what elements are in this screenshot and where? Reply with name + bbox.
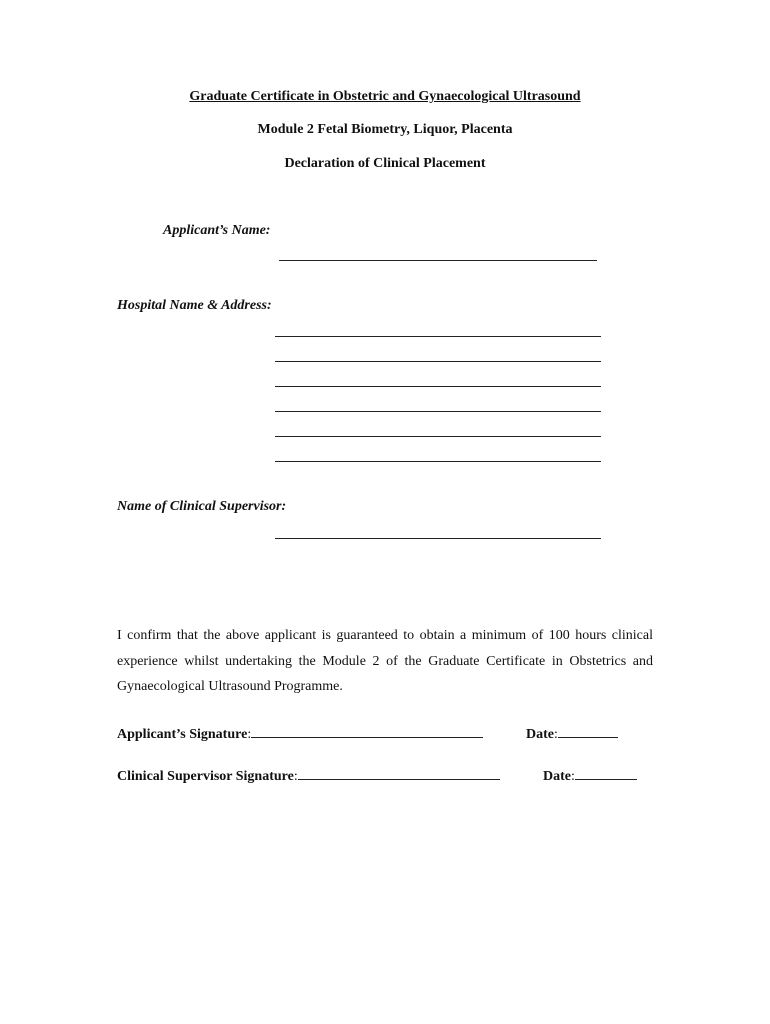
hospital-address-line-1[interactable]	[275, 336, 601, 337]
applicant-date-label: Date	[526, 727, 554, 742]
applicant-date-colon: :	[554, 727, 558, 742]
hospital-address-line-4[interactable]	[275, 411, 601, 412]
declaration-heading: Declaration of Clinical Placement	[284, 156, 486, 171]
supervisor-signature-field[interactable]	[298, 769, 500, 780]
applicant-signature-field[interactable]	[251, 727, 483, 738]
applicant-date-row	[526, 727, 618, 743]
supervisor-date-row	[543, 769, 637, 785]
supervisor-name-label: Name of Clinical Supervisor:	[117, 499, 287, 514]
applicant-date-field[interactable]	[558, 727, 618, 738]
supervisor-signature-row	[117, 769, 500, 785]
supervisor-date-field[interactable]	[575, 769, 637, 780]
hospital-address-line-3[interactable]	[275, 386, 601, 387]
supervisor-signature-colon: :	[293, 769, 298, 784]
supervisor-signature-label: Clinical Supervisor Signature	[117, 769, 294, 784]
hospital-address-line-6[interactable]	[275, 461, 601, 462]
hospital-address-label: Hospital Name & Address:	[117, 298, 272, 313]
module-heading: Module 2 Fetal Biometry, Liquor, Placenta	[257, 122, 513, 137]
applicant-name-field[interactable]	[279, 260, 597, 261]
supervisor-name-field[interactable]	[275, 538, 601, 539]
applicant-name-label: Applicant’s Name:	[163, 223, 271, 238]
hospital-address-line-2[interactable]	[275, 361, 601, 362]
confirmation-statement: I confirm that the above applicant is guaranteed to obtain a minimum of 100 hours clinical experience whilst undertaking the Module 2 of the Graduate Certificate in Obstetrics and Gynaecological Ultrasound Programme.	[117, 628, 653, 694]
supervisor-date-label: Date	[543, 769, 571, 784]
hospital-address-line-5[interactable]	[275, 436, 601, 437]
document-title: Graduate Certificate in Obstetric and Gynaecological Ultrasound	[189, 89, 581, 104]
supervisor-date-colon: :	[571, 769, 575, 784]
applicant-signature-colon: :	[247, 727, 252, 742]
applicant-signature-label: Applicant’s Signature	[117, 727, 248, 742]
applicant-signature-row	[117, 727, 483, 743]
